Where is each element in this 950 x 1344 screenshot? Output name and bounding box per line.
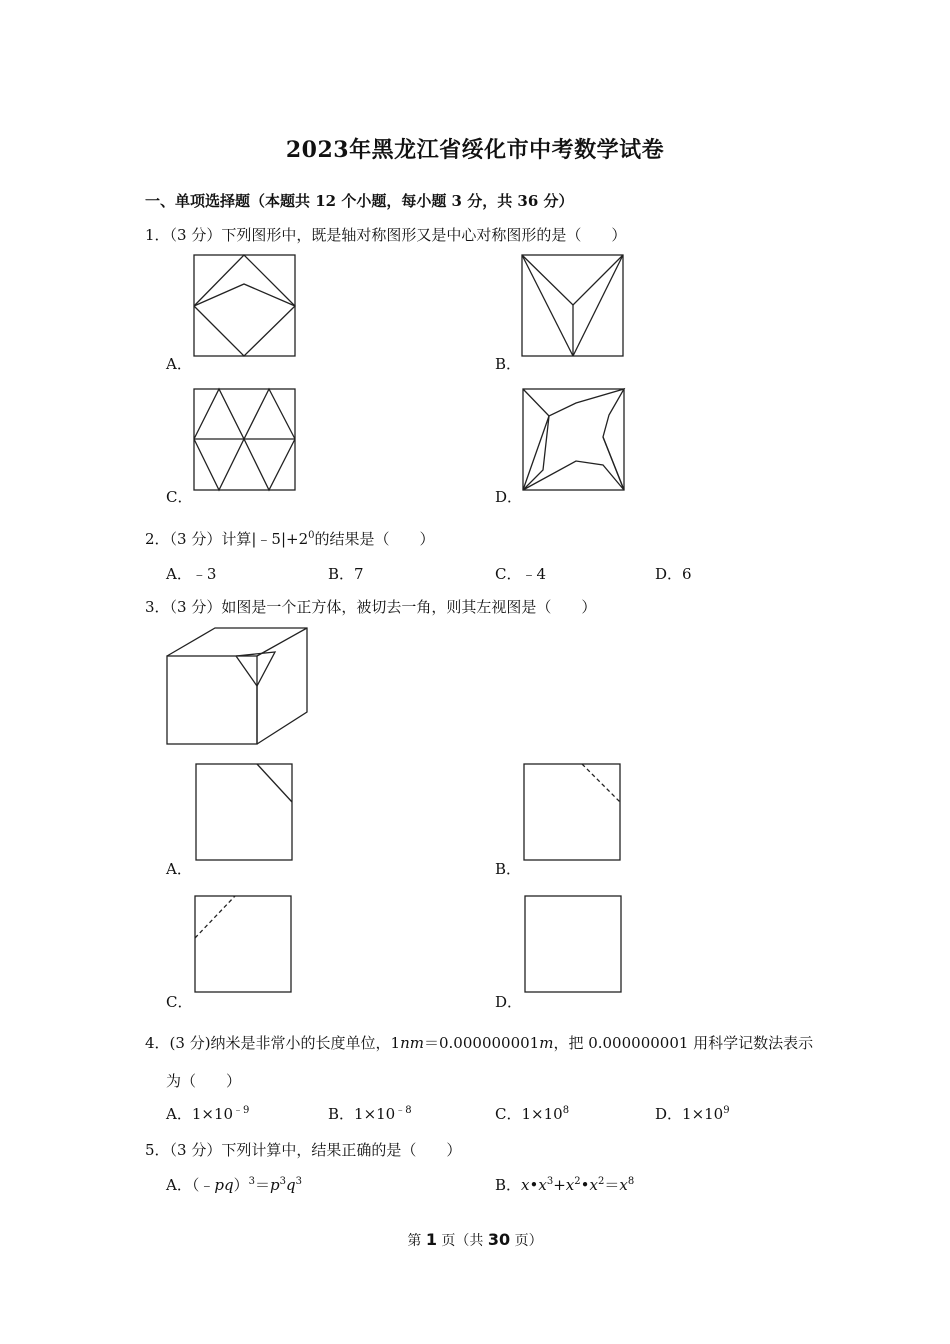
q3-option-d-label: D． xyxy=(495,993,523,1011)
total-page-count: 30 xyxy=(487,1230,511,1249)
current-page-number: 1 xyxy=(425,1230,437,1249)
q3-figure-c xyxy=(191,893,295,997)
q1-figure-d xyxy=(519,386,629,494)
question-5-stem: 5．（3 分）下列计算中，结果正确的是（ ） xyxy=(145,1141,462,1159)
q2-option-b: B．7 xyxy=(328,565,364,583)
q1-figure-c xyxy=(190,386,300,492)
q4-option-b: B．$1\times 10^{﹣8}$ xyxy=(328,1105,412,1123)
question-1-stem: 1．（3 分）下列图形中，既是轴对称图形又是中心对称图形的是（ ） xyxy=(145,226,627,244)
q3-cube-figure xyxy=(163,624,311,748)
page-footer: 第 1 页（共 30 页） xyxy=(407,1230,543,1249)
q1-option-a-label: A． xyxy=(166,355,192,373)
q1-figure-a xyxy=(190,253,300,359)
question-4-stem-line2: 为（ ） xyxy=(166,1072,242,1090)
page-title: 2023年黑龙江省绥化市中考数学试卷 xyxy=(285,137,665,163)
q1-option-b-label: B． xyxy=(495,355,522,373)
q2-option-c: C．﹣4 xyxy=(495,565,547,583)
q1-figure-b xyxy=(518,253,628,359)
q4-option-a: A．$1\times 10^{﹣9}$ xyxy=(166,1105,250,1123)
q1-option-c-label: C． xyxy=(166,488,193,506)
q3-figure-d xyxy=(521,893,625,997)
q3-option-c-label: C． xyxy=(166,993,193,1011)
q4-option-d: D．$1\times 10^9$ xyxy=(655,1105,730,1123)
q2-option-d: D．6 xyxy=(655,565,692,583)
q4-option-c: C．$1\times 10^8$ xyxy=(495,1105,570,1123)
q3-option-b-label: B． xyxy=(495,860,522,878)
q5-option-a: A．$(﹣pq)^3=p^3q^3$ xyxy=(166,1176,302,1194)
section-heading: 一、单项选择题（本题共 12 个小题，每小题 3 分，共 36 分） xyxy=(145,192,574,210)
q1-option-d-label: D． xyxy=(495,488,523,506)
question-4-stem-line1: 4．(3 分)纳米是非常小的长度单位，1nm＝0.000000001m，把 0.000000001 用科学记数法表示 xyxy=(145,1034,814,1052)
q3-option-a-label: A． xyxy=(166,860,192,878)
q3-figure-b xyxy=(520,761,624,863)
question-3-stem: 3．（3 分）如图是一个正方体，被切去一角，则其左视图是（ ） xyxy=(145,598,597,616)
question-2-stem: 2．（3 分）计算$|﹣5|+2^0$的结果是（ ） xyxy=(145,530,435,548)
q5-option-b: B．$x•x^3+x^2•x^2=x^8$ xyxy=(495,1176,635,1194)
q2-option-a: A．﹣3 xyxy=(166,565,217,583)
q3-figure-a xyxy=(192,761,296,863)
